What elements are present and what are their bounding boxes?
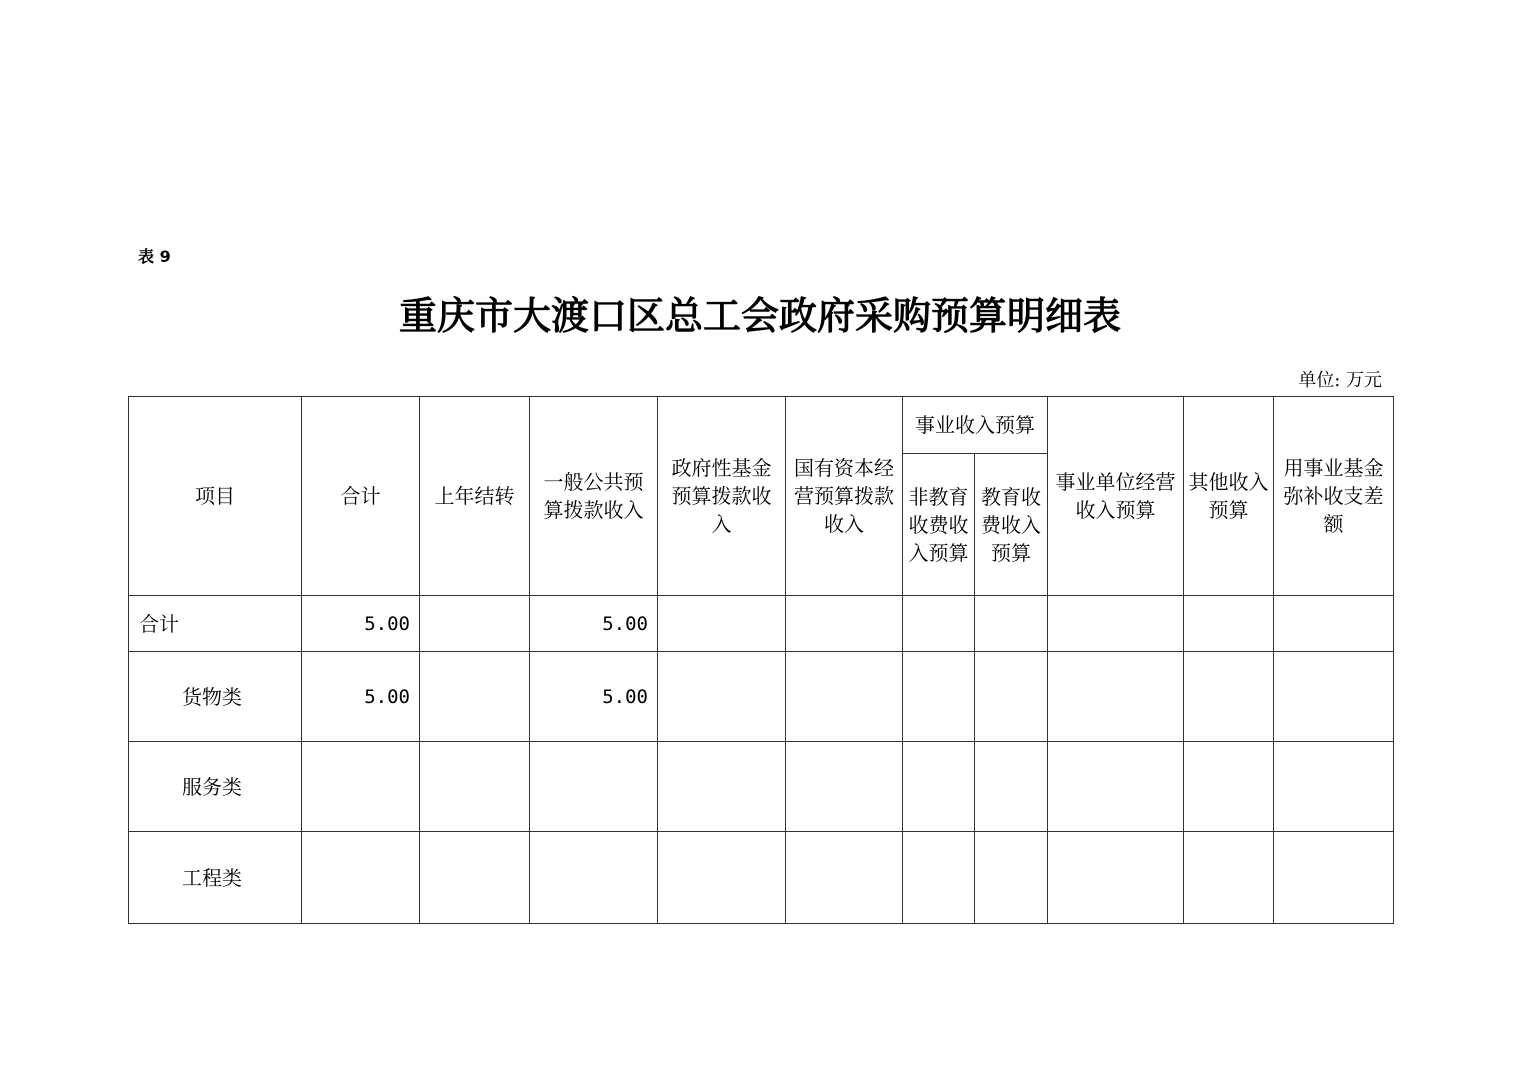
cell-gov-fund bbox=[658, 832, 786, 924]
cell-total: 5.00 bbox=[302, 596, 420, 652]
cell-edu-fee bbox=[975, 652, 1048, 742]
header-edu-fee: 教育收费收入预算 bbox=[975, 454, 1048, 596]
cell-fund-balance bbox=[1274, 596, 1394, 652]
table-row-goods bbox=[129, 652, 1394, 742]
cell-carryover bbox=[420, 596, 530, 652]
table-row-total bbox=[129, 596, 1394, 652]
header-business-income: 事业单位经营收入预算 bbox=[1048, 397, 1184, 596]
cell-fund-balance bbox=[1274, 832, 1394, 924]
header-state-capital: 国有资本经营预算拨款收入 bbox=[786, 397, 903, 596]
cell-other-income bbox=[1184, 652, 1274, 742]
cell-edu-fee bbox=[975, 832, 1048, 924]
cell-general-budget: 5.00 bbox=[530, 596, 658, 652]
header-total: 合计 bbox=[302, 397, 420, 596]
cell-total: 5.00 bbox=[302, 652, 420, 742]
cell-general-budget bbox=[530, 742, 658, 832]
row-label: 合计 bbox=[129, 596, 302, 652]
row-label: 服务类 bbox=[129, 742, 302, 832]
header-public-income-group: 事业收入预算 bbox=[903, 397, 1048, 454]
cell-edu-fee bbox=[975, 742, 1048, 832]
cell-state-capital bbox=[786, 596, 903, 652]
cell-total bbox=[302, 742, 420, 832]
cell-business-income bbox=[1048, 832, 1184, 924]
header-general-budget: 一般公共预算拨款收入 bbox=[530, 397, 658, 596]
cell-other-income bbox=[1184, 596, 1274, 652]
cell-state-capital bbox=[786, 652, 903, 742]
cell-total bbox=[302, 832, 420, 924]
table-row-construction bbox=[129, 832, 1394, 924]
cell-state-capital bbox=[786, 742, 903, 832]
cell-gov-fund bbox=[658, 742, 786, 832]
unit-label: 单位: 万元 bbox=[1298, 370, 1382, 391]
cell-other-income bbox=[1184, 832, 1274, 924]
cell-edu-fee bbox=[975, 596, 1048, 652]
row-label: 工程类 bbox=[129, 832, 302, 924]
header-non-edu-fee: 非教育收费收入预算 bbox=[903, 454, 975, 596]
table-number: 表 9 bbox=[138, 247, 171, 266]
cell-state-capital bbox=[786, 832, 903, 924]
cell-fund-balance bbox=[1274, 742, 1394, 832]
row-label: 货物类 bbox=[129, 652, 302, 742]
procurement-budget-table bbox=[128, 396, 1394, 924]
cell-general-budget bbox=[530, 832, 658, 924]
document-title: 重庆市大渡口区总工会政府采购预算明细表 bbox=[398, 294, 1121, 338]
header-item: 项目 bbox=[129, 397, 302, 596]
cell-carryover bbox=[420, 832, 530, 924]
cell-carryover bbox=[420, 652, 530, 742]
cell-non-edu-fee bbox=[903, 652, 975, 742]
cell-non-edu-fee bbox=[903, 742, 975, 832]
header-row-1 bbox=[129, 397, 1394, 454]
header-other-income: 其他收入预算 bbox=[1184, 397, 1274, 596]
header-gov-fund: 政府性基金预算拨款收入 bbox=[658, 397, 786, 596]
cell-business-income bbox=[1048, 596, 1184, 652]
cell-fund-balance bbox=[1274, 652, 1394, 742]
cell-carryover bbox=[420, 742, 530, 832]
cell-other-income bbox=[1184, 742, 1274, 832]
cell-non-edu-fee bbox=[903, 832, 975, 924]
cell-business-income bbox=[1048, 742, 1184, 832]
cell-general-budget: 5.00 bbox=[530, 652, 658, 742]
header-carryover: 上年结转 bbox=[420, 397, 530, 596]
cell-gov-fund bbox=[658, 652, 786, 742]
cell-gov-fund bbox=[658, 596, 786, 652]
table-row-services bbox=[129, 742, 1394, 832]
cell-business-income bbox=[1048, 652, 1184, 742]
header-fund-balance: 用事业基金弥补收支差额 bbox=[1274, 397, 1394, 596]
cell-non-edu-fee bbox=[903, 596, 975, 652]
